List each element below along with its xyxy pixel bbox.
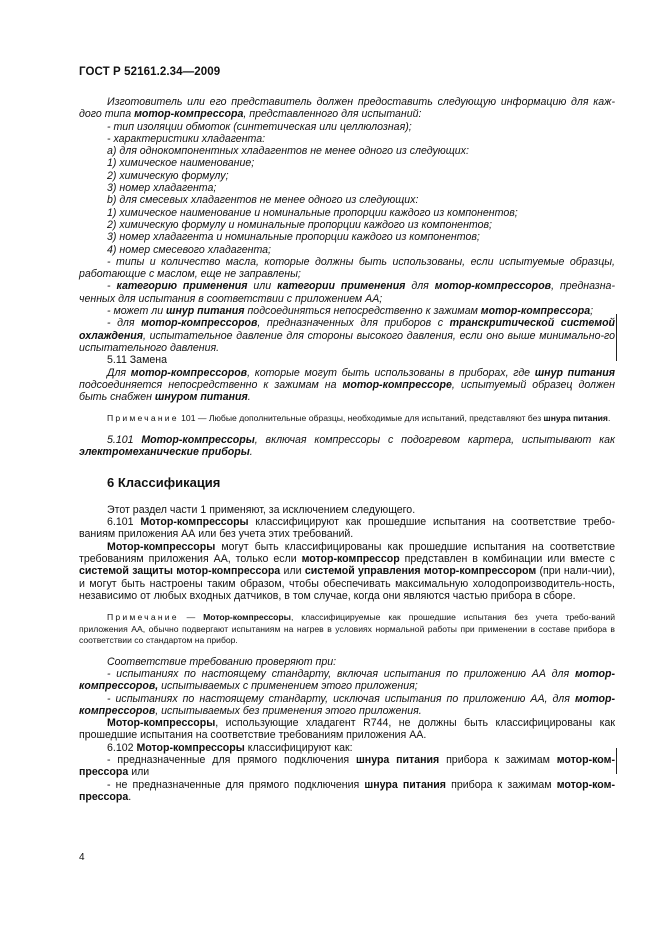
paragraph	[79, 354, 615, 366]
text-run: -	[107, 280, 117, 293]
text-run: 2) химическую формулу;	[107, 169, 229, 182]
text-run: 101 — Любые дополнительные образцы, необходимые для испытаний, представляют без	[178, 413, 544, 424]
text-run: —	[178, 612, 204, 623]
paragraph	[79, 121, 615, 133]
text-run: Соответствие требованию проверяют при:	[107, 655, 337, 668]
text-run: ;	[590, 305, 594, 318]
paragraph	[79, 656, 615, 668]
paragraph	[79, 145, 615, 157]
text-run: подсоединяется непосредственно к зажимам на	[79, 378, 343, 391]
text-run: - тип изоляции обмоток (синтетическая или целлюлозная);	[107, 120, 412, 133]
text-run: - типы и количество масла, которые должны быть использованы, если испытуемые образцы, работающие с маслом, еще не заправлены;	[79, 255, 615, 281]
text-run: - не предназначенные для прямого подключения	[107, 778, 365, 791]
text-run: 1) химическое наименование и номинальные пропорции каждого из компонентов;	[107, 206, 518, 219]
text-run: - характеристики хладагента:	[107, 132, 266, 145]
text-run: Для	[107, 366, 131, 379]
text-run: , испытательное давление для стороны высокого давления, если оно выше минимально-го испытательного давления.	[79, 329, 615, 354]
text-run: , представленного для испытаний:	[243, 108, 422, 121]
text-run: для	[405, 280, 435, 293]
text-run: , использующие хладагент R744, не должны быть классифицированы как прошедшие испытания на соответствие требованиям приложения АА.	[79, 717, 615, 742]
change-bar	[616, 748, 617, 774]
text-run: a) для однокомпонентных хладагентов не менее одного из следующих:	[107, 145, 469, 158]
paragraph	[79, 182, 615, 194]
text-run: шнуром питания	[154, 391, 248, 404]
paragraph	[79, 504, 615, 516]
text-run: мотор-ком-прессора	[79, 754, 615, 779]
text-run: Примечание	[107, 612, 179, 623]
text-run: , испытуемый образец должен быть снабжен	[79, 378, 615, 404]
page-number: 4	[79, 852, 85, 863]
text-run: шнур питания	[166, 305, 245, 318]
text-run: мотор-компрессоре	[342, 378, 452, 391]
text-run: .	[128, 790, 132, 803]
paragraph	[79, 157, 615, 169]
text-run: Мотор-компрессоры	[140, 516, 249, 529]
text-run: шнура питания	[364, 778, 446, 791]
text-run: системой управления мотор-компрессором	[304, 565, 537, 578]
paragraph	[79, 668, 615, 693]
text-run: .	[247, 391, 251, 404]
note-paragraph	[79, 413, 615, 425]
text-run: , которые могут быть использованы в приборах, где	[247, 366, 535, 379]
text-run: 5.101	[107, 433, 142, 446]
paragraph	[79, 219, 615, 231]
text-run: 6 Классификация	[107, 474, 221, 490]
paragraph	[79, 541, 615, 602]
text-run: или	[280, 565, 305, 578]
paragraph	[79, 256, 615, 281]
text-run: , включая компрессоры с подогревом картера, испытывают как	[254, 433, 615, 446]
paragraph	[79, 779, 615, 804]
document-header: ГОСТ Р 52161.2.34—2009	[79, 66, 221, 78]
text-run: испытываемых с применением этого приложения;	[158, 680, 418, 693]
section-heading	[107, 474, 615, 490]
paragraph	[79, 170, 615, 182]
text-run: , предназна-ченных для испытания в соответствии с приложением АА;	[79, 280, 615, 305]
change-bar	[616, 314, 617, 361]
text-run: мотор-компрессора	[134, 108, 244, 121]
text-run: классифицируют как:	[244, 741, 353, 754]
paragraph	[79, 516, 615, 541]
text-run: мотор-компрессоров	[130, 366, 248, 379]
text-run: - для	[107, 317, 142, 330]
text-run: подсоединяться непосредственно к зажимам	[244, 305, 481, 318]
text-run: Мотор-компрессоры	[141, 433, 255, 446]
text-run: мотор-компрессоров	[434, 280, 552, 293]
text-run: 1) химическое наименование;	[107, 157, 255, 170]
text-run: - может ли	[107, 305, 167, 318]
text-run: - предназначенные для прямого подключения	[107, 754, 356, 767]
paragraph	[79, 96, 615, 121]
paragraph	[79, 231, 615, 243]
text-run: мотор-компрессоров	[141, 317, 258, 330]
text-run: могут быть классифицированы как прошедшие испытания на соответствие требованиям приложения АА, только если	[79, 540, 615, 565]
text-run: (при нали-чии), и могут быть настроены таким образом, чтобы обеспечивать максимальную холодопроизводитель-ность, независимо от любых входных датчиков, в том случае, когда они являются частью прибора в сборе.	[79, 565, 616, 602]
text-run: 6.101	[107, 516, 141, 529]
text-run: транскритической системой охлаждения	[79, 317, 616, 342]
text-run: Мотор-компрессоры	[136, 741, 245, 754]
paragraph	[79, 742, 615, 754]
text-run: электромеханические приборы	[79, 446, 250, 459]
text-run: , испытываемых без применения этого приложения.	[155, 704, 422, 717]
text-run: Мотор-компрессоры	[107, 540, 216, 553]
paragraph	[79, 194, 615, 206]
text-run: прибора к зажимам	[445, 778, 557, 791]
paragraph	[79, 280, 615, 305]
text-run: мотор-компрессоров,	[79, 667, 615, 693]
text-run: 3) номер хладагента;	[107, 182, 217, 195]
text-run: 2) химическую формулу и номинальные пропорции каждого из компонентов;	[107, 218, 492, 231]
text-run: системой защиты мотор-компрессора	[79, 565, 281, 578]
paragraph	[79, 317, 615, 354]
text-run: Мотор-компрессоры	[107, 717, 216, 730]
document-body	[79, 96, 615, 803]
text-run: - испытаниях по настоящему стандарту, включая испытания по приложению АА для	[107, 667, 575, 680]
paragraph	[79, 717, 615, 742]
note-paragraph	[79, 612, 615, 647]
text-run: Этот раздел части 1 применяют, за исключением следующего.	[107, 503, 416, 516]
text-run: , предназначенных для приборов с	[257, 317, 450, 330]
text-run: 6.102	[107, 741, 137, 754]
text-run: - испытаниях по настоящему стандарту, исключая испытания по приложению АА, для	[107, 692, 575, 705]
text-run: 4) номер смесевого хладагента;	[107, 243, 272, 256]
text-run: b) для смесевых хладагентов не менее одного из следующих:	[107, 194, 419, 207]
text-run: категории применения	[277, 280, 406, 293]
paragraph	[79, 305, 615, 317]
text-run: .	[249, 446, 253, 459]
text-run: классифицируют как прошедшие испытания на соответствие требо-ваниям приложения АА или без учета этих требований.	[79, 516, 615, 541]
paragraph	[79, 244, 615, 256]
text-run: 5.11 Замена	[107, 354, 167, 367]
text-run: или	[247, 280, 278, 293]
paragraph	[79, 133, 615, 145]
text-run: шнура питания	[355, 754, 440, 767]
text-run: мотор-компрессоров	[79, 692, 615, 717]
text-run: представлен в комбинации или вместе с	[399, 553, 615, 565]
paragraph	[79, 207, 615, 219]
text-run: мотор-ком-прессора	[79, 778, 615, 803]
text-run: Мотор-компрессоры	[203, 612, 291, 623]
text-run: категорию применения	[116, 280, 248, 293]
text-run: Изготовитель или его представитель должен предоставить следующую информацию для каж-дого типа	[79, 96, 615, 121]
text-run: или	[128, 766, 150, 779]
text-run: мотор-компрессор	[301, 553, 400, 565]
paragraph	[79, 754, 615, 779]
text-run: шнура питания	[543, 413, 608, 424]
text-run: 3) номер хладагента и номинальные пропорции каждого из компонентов;	[107, 231, 480, 244]
text-run: .	[607, 413, 611, 424]
paragraph	[79, 434, 615, 459]
text-run: , классифицируемые как прошедшие испытания без учета требо-ваний приложения АА, обычно подвергают испытаниям на нагрев в условиях нормальной работы при применении в составе прибора в соответствии со стандартом на прибор.	[79, 612, 615, 646]
paragraph	[79, 367, 615, 404]
text-run: шнур питания	[534, 366, 615, 379]
text-run: мотор-компрессора	[480, 305, 591, 318]
text-run: прибора к зажимам	[439, 754, 557, 767]
text-run: Примечание	[107, 413, 179, 424]
paragraph	[79, 693, 615, 718]
